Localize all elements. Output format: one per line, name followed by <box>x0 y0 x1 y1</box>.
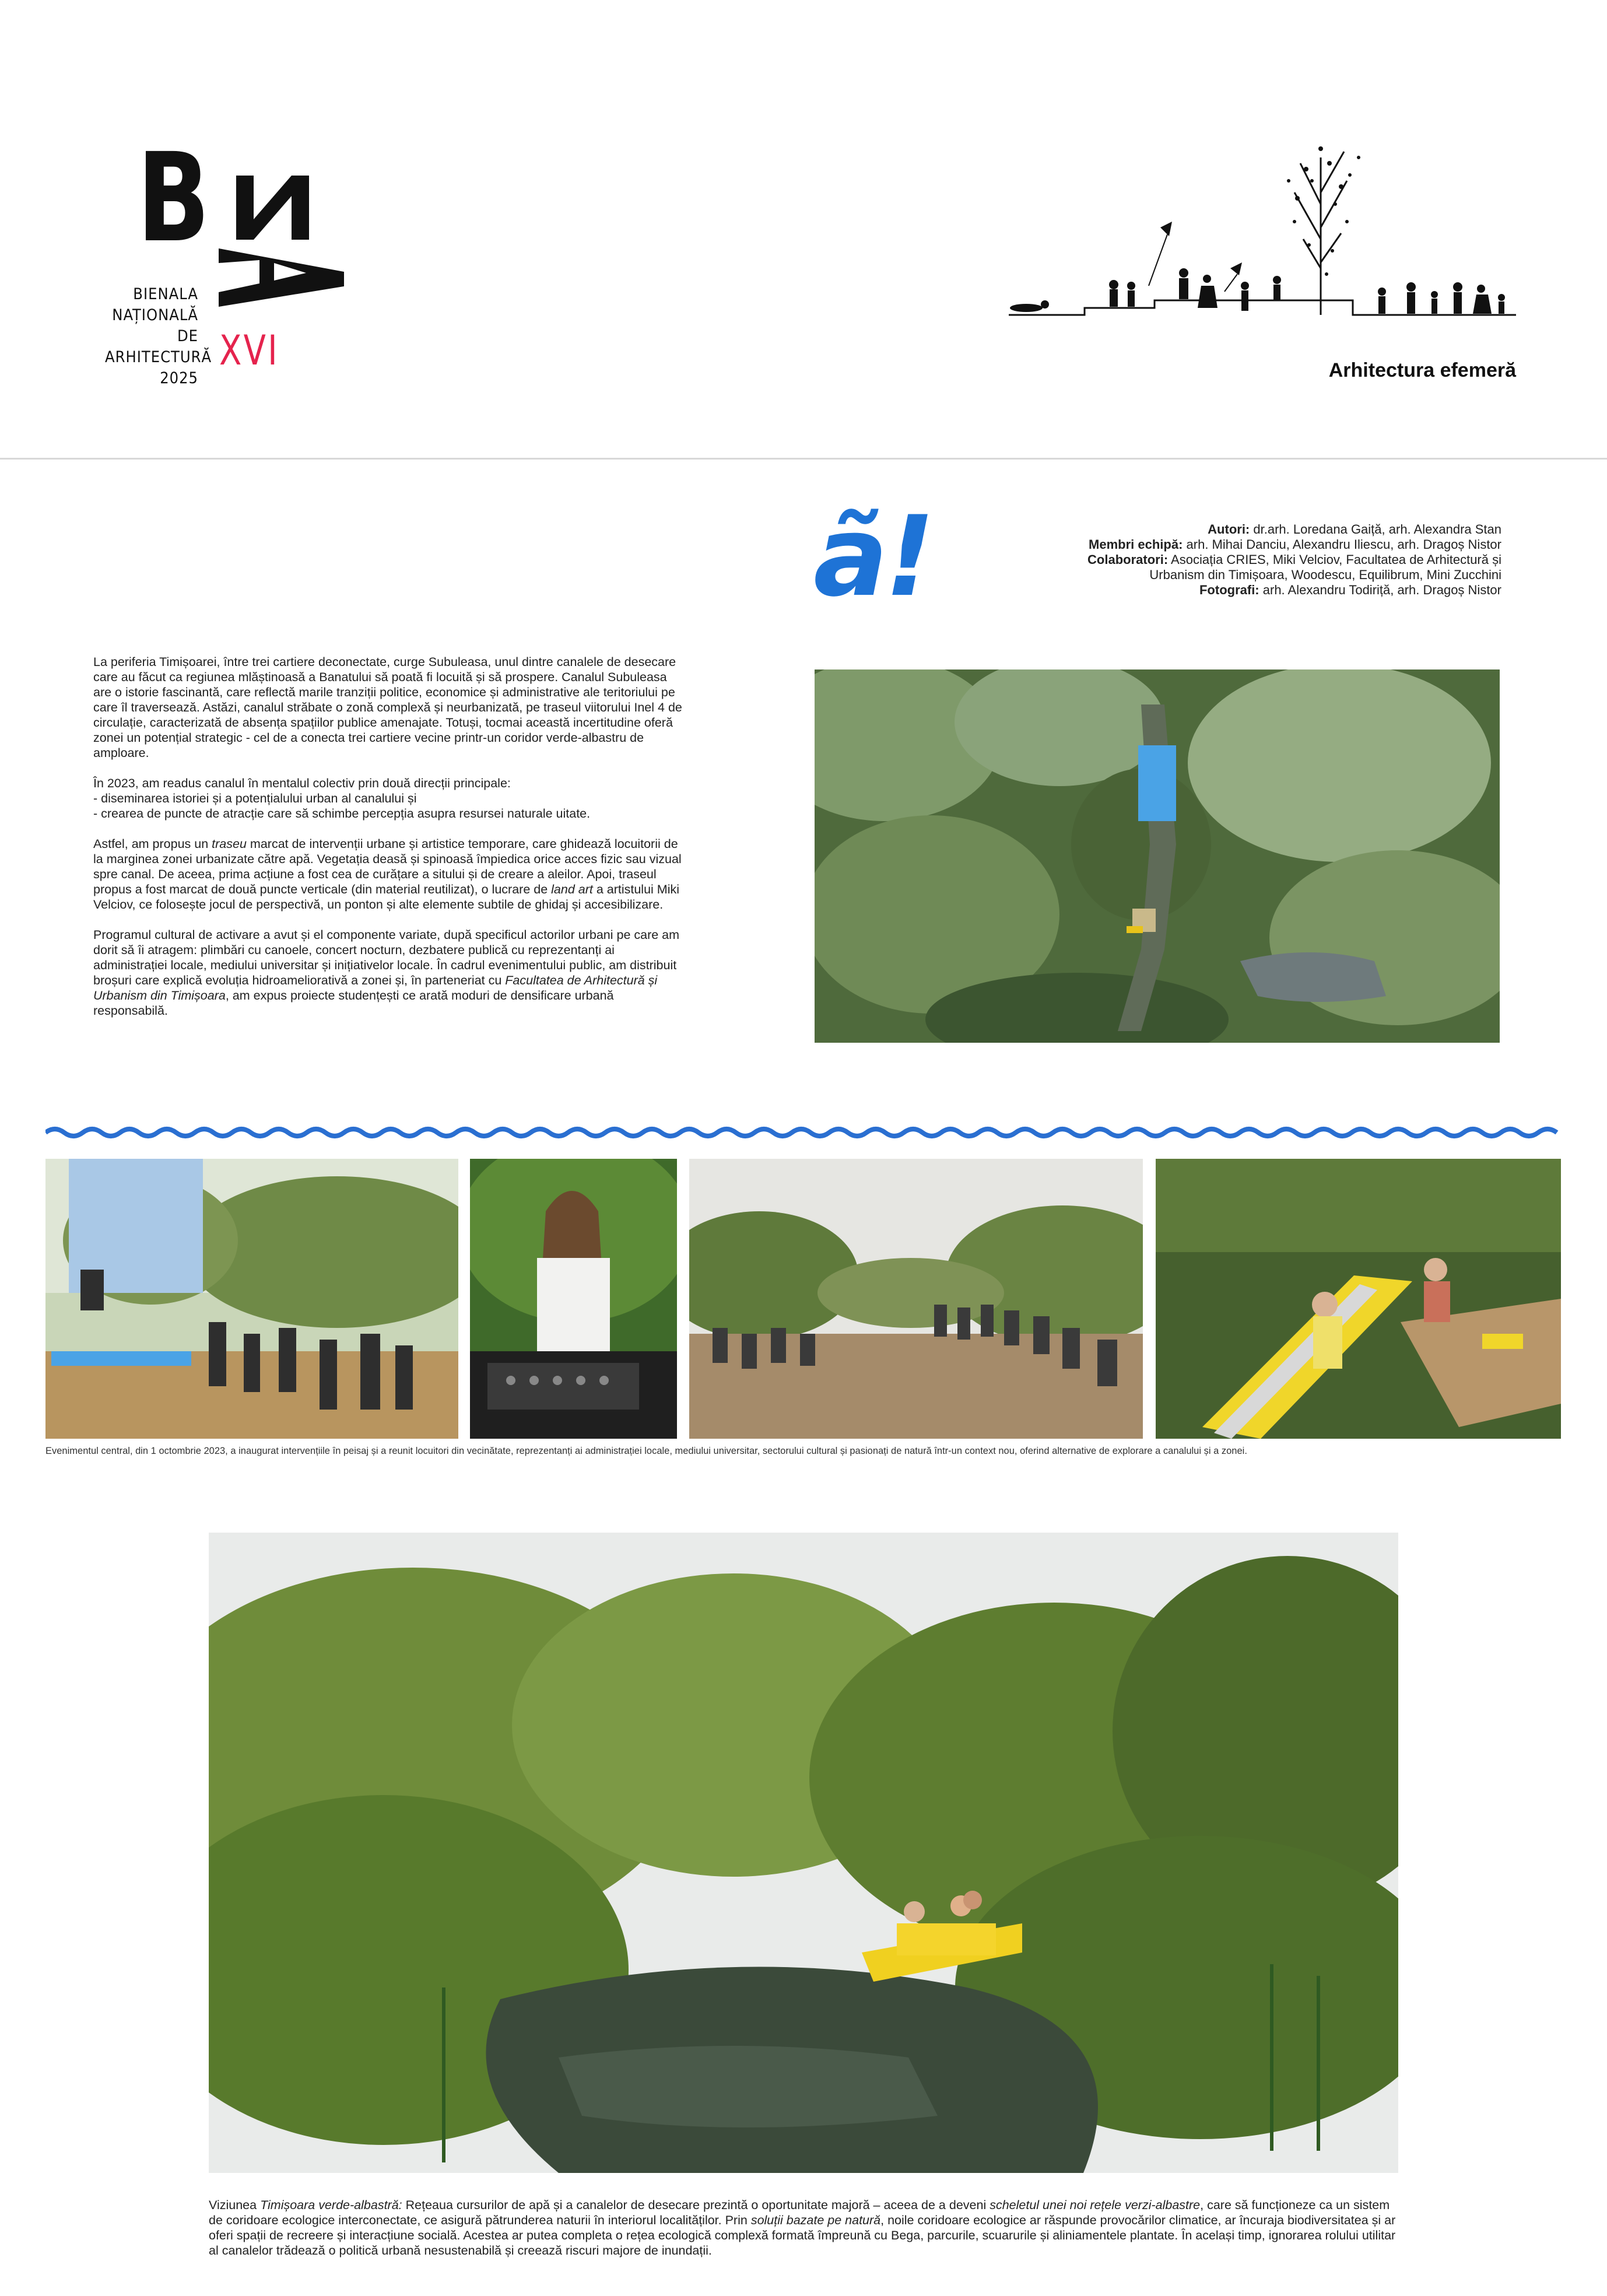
text-run: Astfel, am propus un <box>93 837 212 851</box>
credit-label: Membri echipă: <box>1089 537 1183 552</box>
credit-row <box>968 522 1501 537</box>
text-run: a artistului Miki Velciov, ce folosește jocul de perspectivă, un ponton și alte elemente subtile de ghidaj și accesibilizare. <box>93 882 680 912</box>
logo-line: NAȚIONALĂ <box>112 306 198 324</box>
vision-caption <box>209 2197 1398 2258</box>
logo-na-mark <box>219 173 344 307</box>
aerial-canal-photo <box>815 669 1500 1043</box>
gallery-caption: Evenimentul central, din 1 octombrie 2023, a inaugurat intervențiile în peisaj și a reunit locuitori din vecinătate, reprezentanți ai administrației locale, mediului universitar, sectorului cultural și pasionați de natură într-un context nou, oferind alternative de explorare a canalului și a zonei. <box>45 1446 1247 1456</box>
ephemeral-architecture-illustration <box>1003 122 1516 356</box>
canal-canoe-photo <box>209 1533 1398 2173</box>
text-emphasis: Timișoara verde-albastră: <box>260 2198 402 2212</box>
intro-paragraph <box>93 776 688 821</box>
credit-value: arh. Alexandru Todiriță, arh. Dragoș Nistor <box>1259 583 1501 597</box>
logo-edition: XVI <box>219 327 279 374</box>
credit-row <box>968 552 1501 567</box>
credit-label: Colaboratori: <box>1087 552 1169 567</box>
text-emphasis: soluții bazate pe natură <box>750 2213 881 2227</box>
credit-row <box>968 537 1501 552</box>
credit-value: Asociația CRIES, Miki Velciov, Facultatea de Arhitectură și <box>1168 552 1501 567</box>
intro-paragraph <box>93 836 688 912</box>
text-run: Viziunea <box>209 2198 261 2212</box>
text-run: marcat de intervenții urbane și artistice temporare, care ghidează locuitorii de la marginea zonei urbanizate către apă. Vegetația deasă și spinoasă împiedica orice acces fizic sau vizual spre canal. De aceea, prima acțiune a fost cea de curățare a sitului și de creare a aleilor. Apoi, traseul propus a fost marcat de două puncte verticale (din material reutilizat), o lucrare de <box>93 837 682 896</box>
canoe-launch-photo <box>1156 1159 1561 1439</box>
text-emphasis: traseu <box>212 837 247 851</box>
intro-paragraph <box>93 927 688 1018</box>
text-run: , am expus proiecte studențești ce arată moduri de densificare urbană responsabilă. <box>93 988 614 1018</box>
credit-value: dr.arh. Loredana Gaiță, arh. Alexandra Stan <box>1250 522 1501 537</box>
intro-paragraph: La periferia Timișoarei, între trei cartiere deconectate, curge Subuleasa, unul dintre canalele de desecare care au făcut ca regiunea mlăștinoasă a Banatului să poată fi locuită și să prospere. Canalul Subuleasa are o istorie fascinantă, care reflectă marile tranziții politice, economice și administrative ale teritoriului pe care îl traversează. Astăzi, canalul străbate o zonă complexă și neurbanizată, pe traseul viitorului Inel 4 de circulație, caracterizată de absența spațiilor publice amenajate. Totuși, tocmai această incertitudine oferă zonei un potențial strategic - cel de a conecta trei cartiere vecine printr-un coridor verde-albastru de amploare. <box>93 655 682 760</box>
audience-seated-photo <box>689 1159 1143 1439</box>
text-emphasis: scheletul unei noi rețele verzi-albastre <box>990 2198 1201 2212</box>
project-mark: ã! <box>813 492 932 621</box>
intro-line: - crearea de puncte de atracție care să schimbe percepția asupra resursei naturale uitate. <box>93 807 591 821</box>
credit-value: Urbanism din Timișoara, Woodescu, Equilibrum, Mini Zucchini <box>1149 567 1501 582</box>
credit-value: arh. Mihai Danciu, Alexandru Iliescu, arh. Dragoș Nistor <box>1183 537 1501 552</box>
credit-label: Autori: <box>1208 522 1250 537</box>
text-emphasis: land art <box>551 882 593 896</box>
credit-row <box>968 567 1501 583</box>
credit-label: Fotografi: <box>1199 583 1259 597</box>
section-title: Arhitectura efemeră <box>1328 359 1516 381</box>
intro-line: În 2023, am readus canalul în mentalul colectiv prin două direcții principale: <box>93 776 511 790</box>
intro-text <box>93 654 688 1033</box>
logo-text <box>105 284 212 389</box>
event-gathering-photo <box>45 1159 458 1439</box>
text-run: , noile coridoare ecologice ar răspunde provocărilor climatice, ar încuraja biodiversitatea și ar oferi spații de recreere și interacțiune socială. Acestea ar putea completa o rețea ecologică complexă formată împreună cu Bega, parcurile, scuarurile și aliniamentele plantate. În același timp, ignorarea rolului utilitar al canalelor trădează o politică urbană nesustenabilă și creează riscuri majore de inundații. <box>209 2213 1396 2258</box>
dj-concert-photo <box>470 1159 677 1439</box>
text-run: Programul cultural de activare a avut și el componente variate, după specificul actorilor urbani pe care am dorit să îi atragem: plimbări cu canoele, concert nocturn, dezbatere publică cu reprezentanți ai administrației locale, mediului universitar și inițiativelor locale. În cadrul evenimentului public, am distribuit broșuri care explică evoluția hidroameliorativă a zonei și, în parteneriat cu <box>93 928 680 987</box>
logo-line: 2025 <box>160 369 198 387</box>
credits <box>968 522 1501 598</box>
credit-row <box>968 583 1501 598</box>
header-divider <box>0 458 1607 460</box>
text-emphasis: Facultatea de Arhitectură și Urbanism din Timișoara <box>93 973 658 1002</box>
intro-line: - diseminarea istoriei și a potențialului urban al canalului și <box>93 791 417 805</box>
logo-letter-b: B <box>137 127 208 269</box>
logo-line: ARHITECTURĂ <box>105 348 212 366</box>
logo-line: DE <box>177 327 198 345</box>
logo-line: BIENALA <box>133 285 198 303</box>
wave-divider <box>45 1126 1562 1140</box>
text-run: , care să funcționeze ca un sistem de coridoare ecologice interconectate, ce asigură pătrunderea naturii în interiorul localităților. Prin <box>209 2198 1390 2227</box>
text-run: Rețeaua cursurilor de apă și a canalelor de desecare prezintă o oportunitate majoră – aceea de a deveni <box>402 2198 990 2212</box>
